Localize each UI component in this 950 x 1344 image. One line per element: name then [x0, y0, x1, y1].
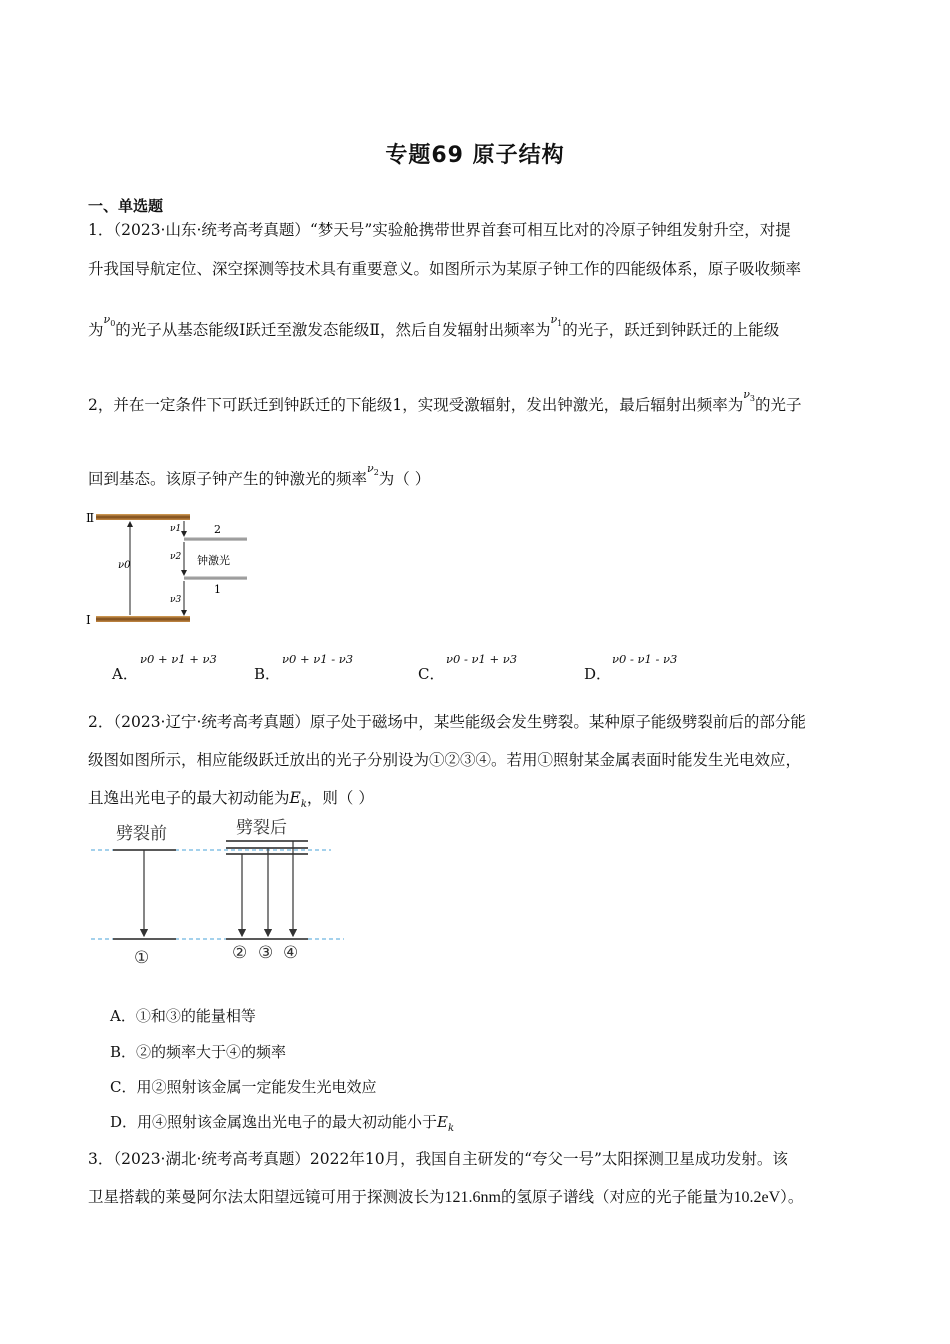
level-I-bar [96, 616, 190, 622]
q2-line-3: 且逸出光电子的最大初动能为$E_k$，则（ ） [88, 789, 374, 811]
before-split-label: 劈裂前 [116, 824, 167, 844]
q1-option-c-letter: C． [418, 665, 445, 683]
q2-option-d: D．用④照射该金属逸出光电子的最大初动能小于$E_k$ [110, 1113, 455, 1134]
q1-option-b-expr: ν0 + ν1 - ν3 [282, 652, 354, 666]
q2-line-2: 级图如图所示，相应能级跃迁放出的光子分别设为①②③④。若用①照射某金属表面时能发生光电效应， [88, 751, 802, 769]
q3-line-1: 3．（2023·湖北·统考高考真题）2022年10月，我国自主研发的“夸父一号”太阳探测卫星成功发射。该 [88, 1150, 788, 1168]
q1-option-d-letter: D． [584, 665, 612, 683]
photon-1-label: ① [134, 948, 150, 968]
level-1-label: 1 [214, 583, 221, 596]
q1-option-b-letter: B． [254, 665, 281, 683]
q3-line-2: 卫星搭载的莱曼阿尔法太阳望远镜可用于探测波长为121.6nm的氢原子谱线（对应的光子能量为10.2eV）。 [88, 1188, 804, 1206]
energy-level-diagram [84, 505, 254, 630]
q1-line-3: 为$^{\nu_0}$的光子从基态能级Ⅰ跃迁至激发态能级Ⅱ，然后自发辐射出频率为$^{\nu_1}$的光子，跃迁到钟跃迁的上能级 [88, 313, 780, 339]
q2-line-1: 2．（2023·辽宁·统考高考真题）原子处于磁场中，某些能级会发生劈裂。某种原子能级劈裂前后的部分能 [88, 713, 806, 731]
q1-line-2: 升我国导航定位、深空探测等技术具有重要意义。如图所示为某原子钟工作的四能级体系，原子吸收频率 [88, 260, 802, 278]
q1-line-1: 1．（2023·山东·统考高考真题）“梦天号”实验舱携带世界首套可相互比对的冷原子钟组发射升空，对提 [88, 221, 791, 239]
v1-label: ν1 [170, 524, 182, 534]
q1-line-5: 回到基态。该原子钟产生的钟激光的频率$^{\nu_2}$为（ ） [88, 462, 431, 488]
q2-option-c: C．用②照射该金属一定能发生光电效应 [110, 1078, 377, 1096]
q2-option-b: B．②的频率大于④的频率 [110, 1043, 287, 1061]
v3-label: ν3 [170, 595, 182, 605]
clock-laser-label: 钟激光 [197, 554, 230, 567]
photon-2-label: ② [232, 943, 248, 963]
level-splitting-diagram [86, 812, 351, 972]
q1-line-4: 2，并在一定条件下可跃迁到钟跃迁的下能级1，实现受激辐射，发出钟激光，最后辐射出频率为$^{\nu_3}$的光子 [88, 388, 802, 414]
q1-option-a-letter: A． [112, 665, 138, 683]
q1-option-d-expr: ν0 - ν1 - ν3 [612, 652, 678, 666]
photon-3-label: ③ [258, 943, 274, 963]
level-2-bar [184, 537, 247, 541]
level-II-label: Ⅱ [86, 511, 95, 525]
q1-option-a-expr: ν0 + ν1 + ν3 [140, 652, 217, 666]
q2-option-a: A．①和③的能量相等 [110, 1007, 256, 1025]
v0-label: ν0 [118, 560, 131, 571]
photon-4-label: ④ [283, 943, 299, 963]
after-split-label: 劈裂后 [236, 818, 287, 838]
level-2-label: 2 [214, 523, 221, 536]
v2-label: ν2 [170, 552, 182, 562]
level-I-label: Ⅰ [86, 613, 91, 627]
q1-option-c-expr: ν0 - ν1 + ν3 [446, 652, 518, 666]
level-II-bar [96, 514, 190, 520]
section-heading: 一、单选题 [88, 197, 164, 215]
page-title: 专题69 原子结构 [385, 143, 565, 168]
level-1-bar [184, 576, 247, 580]
